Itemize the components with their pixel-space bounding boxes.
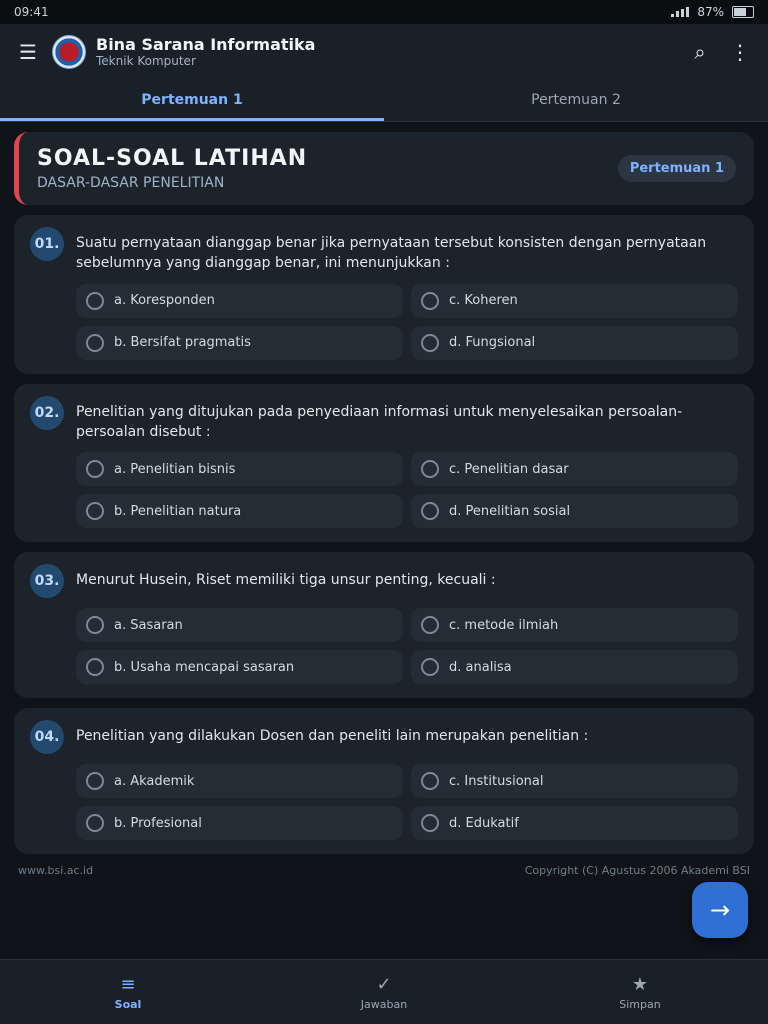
bottom-nav bbox=[0, 959, 768, 1024]
question-text: Suatu pernyataan dianggap benar jika pernyataan tersebut konsisten dengan pernyataan sebelumnya yang dianggap benar, ini menunjukkan : bbox=[76, 235, 707, 272]
more-icon[interactable]: ⋮ bbox=[730, 40, 750, 64]
bsi-logo bbox=[52, 35, 86, 69]
status-bar bbox=[0, 0, 768, 24]
topic-title: DASAR-DASAR PENELITIAN bbox=[37, 175, 225, 191]
question-text: Menurut Husein, Riset memiliki tiga unsur penting, kecuali : bbox=[76, 572, 496, 589]
tab-pertemuan-2[interactable]: Pertemuan 2 bbox=[531, 92, 621, 108]
answer-option[interactable] bbox=[76, 806, 403, 840]
question-list bbox=[14, 215, 754, 854]
nav-simpan-icon: ★ bbox=[631, 973, 649, 995]
meeting-badge: Pertemuan 1 bbox=[618, 155, 736, 182]
question-number: 01. bbox=[30, 227, 64, 261]
answer-option[interactable] bbox=[411, 764, 738, 798]
radio-icon bbox=[86, 334, 104, 352]
answer-option[interactable] bbox=[411, 452, 738, 486]
nav-soal-icon: ≡ bbox=[120, 973, 136, 995]
question-number: 04. bbox=[30, 720, 64, 754]
answer-option-label: b. Bersifat pragmatis bbox=[114, 335, 251, 351]
answer-option-label: c. Penelitian dasar bbox=[449, 461, 569, 477]
radio-icon bbox=[86, 502, 104, 520]
radio-icon bbox=[86, 772, 104, 790]
answer-option[interactable] bbox=[76, 284, 403, 318]
radio-icon bbox=[421, 772, 439, 790]
menu-icon[interactable]: ☰ bbox=[19, 40, 37, 64]
radio-icon bbox=[86, 814, 104, 832]
answer-option-label: d. analisa bbox=[449, 659, 512, 675]
answer-option[interactable] bbox=[76, 452, 403, 486]
answer-option-label: a. Koresponden bbox=[114, 293, 215, 309]
answer-option-label: a. Akademik bbox=[114, 773, 195, 789]
brand bbox=[52, 35, 680, 69]
question-text: Penelitian yang ditujukan pada penyediaan informasi untuk menyelesaikan persoalan-persoalan disebut : bbox=[76, 403, 683, 440]
signal-icon bbox=[671, 7, 689, 17]
radio-icon bbox=[86, 658, 104, 676]
answer-option[interactable] bbox=[411, 284, 738, 318]
radio-icon bbox=[421, 460, 439, 478]
answer-option-label: b. Profesional bbox=[114, 815, 202, 831]
footer-website: www.bsi.ac.id bbox=[18, 864, 94, 878]
radio-icon bbox=[86, 460, 104, 478]
answer-option[interactable] bbox=[76, 494, 403, 528]
brand-name: Bina Sarana Informatika bbox=[96, 35, 316, 55]
radio-icon bbox=[421, 658, 439, 676]
answer-option-label: a. Penelitian bisnis bbox=[114, 461, 236, 477]
question-card bbox=[14, 708, 754, 854]
app-bar bbox=[0, 24, 768, 80]
tab-bar bbox=[0, 80, 768, 122]
footer-copyright: Copyright (C) Agustus 2006 Akademi BSI bbox=[524, 864, 750, 878]
search-icon[interactable]: ⌕ bbox=[694, 40, 706, 64]
radio-icon bbox=[86, 292, 104, 310]
answer-option[interactable] bbox=[76, 764, 403, 798]
answer-option[interactable] bbox=[411, 806, 738, 840]
answer-option-label: d. Fungsional bbox=[449, 335, 536, 351]
radio-icon bbox=[86, 616, 104, 634]
footer bbox=[14, 864, 754, 877]
question-card bbox=[14, 215, 754, 374]
radio-icon bbox=[421, 814, 439, 832]
answer-option-label: c. metode ilmiah bbox=[449, 617, 559, 633]
nav-soal-label: Soal bbox=[114, 997, 142, 1011]
answer-option[interactable] bbox=[411, 494, 738, 528]
answer-option[interactable] bbox=[411, 650, 738, 684]
battery-percent: 87% bbox=[697, 5, 724, 19]
question-card bbox=[14, 552, 754, 698]
answer-option[interactable] bbox=[411, 326, 738, 360]
title-card bbox=[14, 132, 754, 205]
radio-icon bbox=[421, 502, 439, 520]
radio-icon bbox=[421, 292, 439, 310]
arrow-right-icon: → bbox=[709, 896, 731, 924]
battery-icon bbox=[732, 6, 754, 18]
answer-option-label: d. Edukatif bbox=[449, 815, 519, 831]
radio-icon bbox=[421, 334, 439, 352]
answer-option-label: b. Usaha mencapai sasaran bbox=[114, 659, 295, 675]
nav-soal[interactable] bbox=[68, 974, 188, 1011]
question-number: 03. bbox=[30, 564, 64, 598]
nav-simpan[interactable] bbox=[580, 974, 700, 1011]
brand-subtitle: Teknik Komputer bbox=[96, 54, 196, 69]
answer-option-label: c. Koheren bbox=[449, 293, 518, 309]
answer-option[interactable] bbox=[76, 608, 403, 642]
nav-jawaban-icon: ✓ bbox=[376, 973, 392, 995]
answer-option[interactable] bbox=[76, 326, 403, 360]
answer-option-label: b. Penelitian natura bbox=[114, 503, 242, 519]
answer-option-label: d. Penelitian sosial bbox=[449, 503, 571, 519]
answer-option[interactable] bbox=[411, 608, 738, 642]
answer-option-label: c. Institusional bbox=[449, 773, 544, 789]
page-title: SOAL-SOAL LATIHAN bbox=[37, 146, 308, 171]
next-question-button[interactable] bbox=[692, 882, 748, 938]
question-card bbox=[14, 384, 754, 543]
clock: 09:41 bbox=[14, 5, 49, 19]
tab-pertemuan-1[interactable]: Pertemuan 1 bbox=[0, 80, 384, 121]
question-number: 02. bbox=[30, 396, 64, 430]
answer-option-label: a. Sasaran bbox=[114, 617, 183, 633]
question-text: Penelitian yang dilakukan Dosen dan peneliti lain merupakan penelitian : bbox=[76, 728, 589, 745]
answer-option[interactable] bbox=[76, 650, 403, 684]
nav-simpan-label: Simpan bbox=[619, 997, 661, 1011]
radio-icon bbox=[421, 616, 439, 634]
nav-jawaban[interactable] bbox=[324, 974, 444, 1011]
nav-jawaban-label: Jawaban bbox=[360, 997, 408, 1011]
content bbox=[0, 122, 768, 918]
